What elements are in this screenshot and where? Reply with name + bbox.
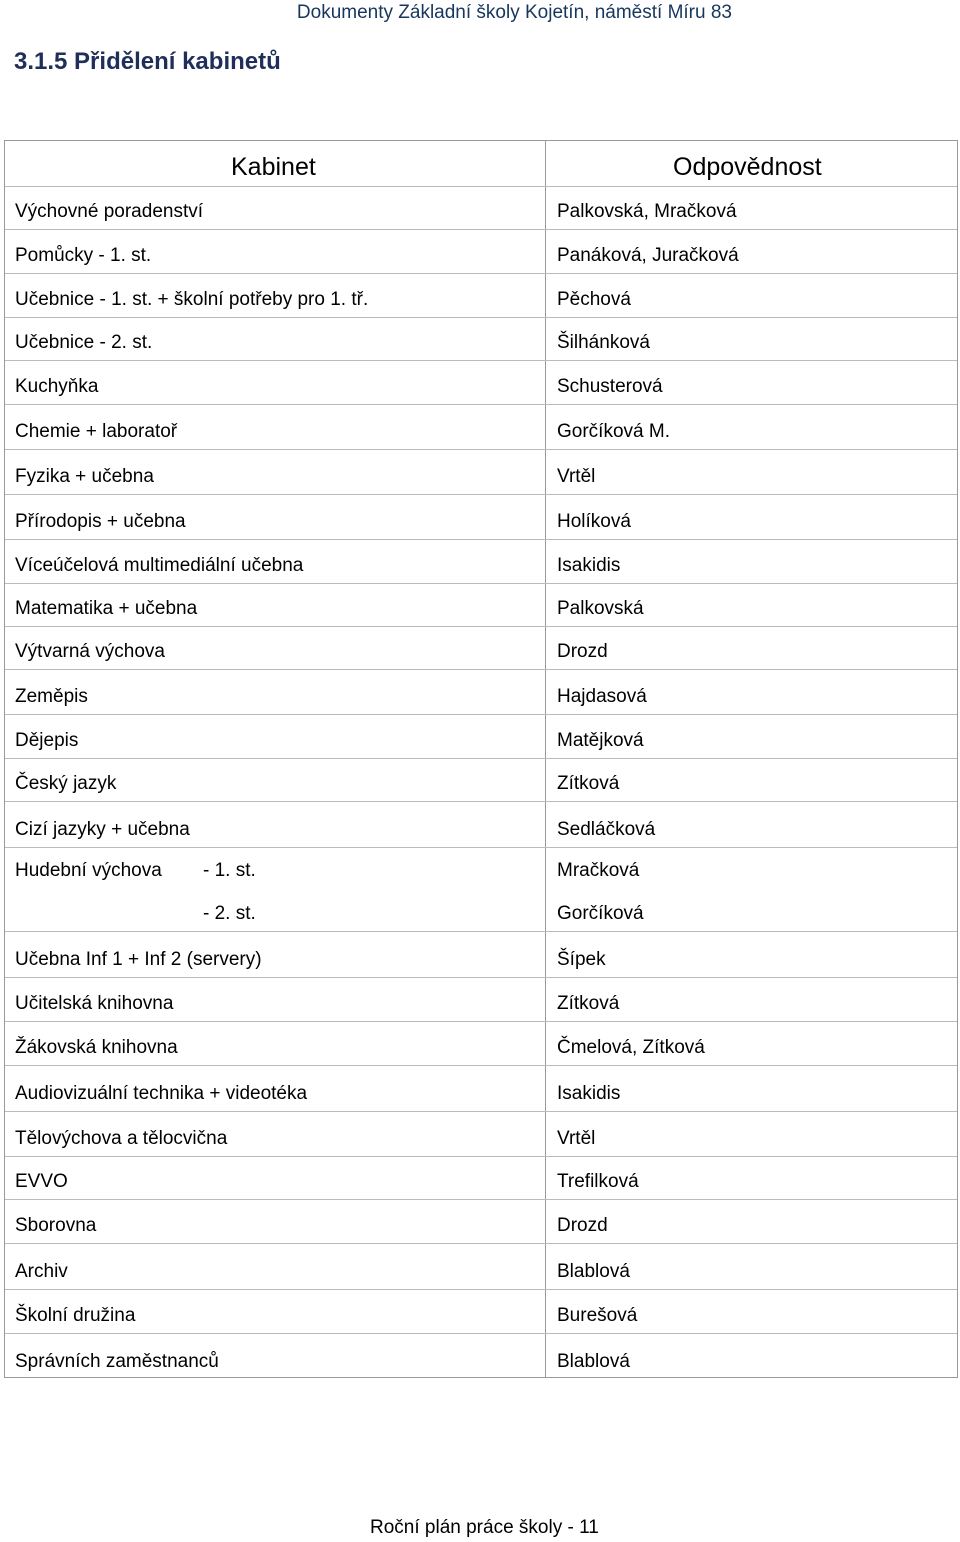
- table-row: [5, 1112, 957, 1157]
- cell-odpovednost: Trefilková: [557, 1171, 639, 1192]
- cell-odpovednost: Palkovská: [557, 598, 644, 619]
- cell-kabinet: Dějepis: [15, 730, 79, 751]
- section-title: 3.1.5 Přidělení kabinetů: [14, 48, 281, 75]
- table-row: [5, 670, 957, 715]
- cell-odpovednost: Blablová: [557, 1261, 630, 1282]
- table-row: [5, 1022, 957, 1066]
- cell-kabinet: Cizí jazyky + učebna: [15, 819, 190, 840]
- cell-odpovednost: Vrtěl: [557, 466, 596, 487]
- cell-odpovednost: Vrtěl: [557, 1128, 596, 1149]
- cell-odpovednost: Holíková: [557, 511, 631, 532]
- table-row: [5, 1200, 957, 1244]
- table-row: [5, 274, 957, 318]
- cell-kabinet: Kuchyňka: [15, 376, 99, 397]
- cell-kabinet: Učitelská knihovna: [15, 993, 174, 1014]
- cell-kabinet: Školní družina: [15, 1305, 136, 1326]
- table-row: [5, 361, 957, 405]
- cell-kabinet-level: - 1. st.: [203, 860, 256, 881]
- cell-kabinet: Přírodopis + učebna: [15, 511, 186, 532]
- cell-odpovednost: Isakidis: [557, 1083, 621, 1104]
- cell-kabinet: Hudební výchova: [15, 860, 162, 881]
- table-row: [5, 848, 957, 888]
- column-header-odpovednost: Odpovědnost: [673, 153, 822, 181]
- cell-kabinet: Výtvarná výchova: [15, 641, 165, 662]
- cabinet-table: [4, 140, 958, 1378]
- table-row: [5, 627, 957, 670]
- page-footer: Roční plán práce školy - 11: [370, 1517, 599, 1538]
- cell-kabinet: Tělovýchova a tělocvična: [15, 1128, 228, 1149]
- cell-odpovednost: Panáková, Juračková: [557, 245, 739, 266]
- cell-kabinet: Audiovizuální technika + videotéka: [15, 1083, 308, 1104]
- table-row: [5, 1290, 957, 1334]
- cell-odpovednost: Matějková: [557, 730, 644, 751]
- table-row: [5, 932, 957, 978]
- cell-kabinet: Archiv: [15, 1261, 68, 1282]
- table-row: [5, 759, 957, 802]
- cell-odpovednost: Šípek: [557, 949, 606, 970]
- cell-kabinet: Víceúčelová multimediální učebna: [15, 555, 304, 576]
- cell-odpovednost: Blablová: [557, 1351, 630, 1372]
- cell-odpovednost: Gorčíková: [557, 903, 644, 924]
- cell-odpovednost: Pěchová: [557, 289, 631, 310]
- cell-odpovednost: Čmelová, Zítková: [557, 1037, 705, 1058]
- table-row: [5, 318, 957, 361]
- cell-kabinet: Výchovné poradenství: [15, 201, 204, 222]
- document-header: Dokumenty Základní školy Kojetín, náměstí Míru 83: [296, 2, 732, 23]
- cell-odpovednost: Burešová: [557, 1305, 638, 1326]
- table-row: [5, 495, 957, 540]
- table-row: [5, 450, 957, 495]
- table-row: [5, 1157, 957, 1200]
- cell-kabinet: Český jazyk: [15, 773, 117, 794]
- cell-odpovednost: Drozd: [557, 1215, 608, 1236]
- cell-kabinet: Matematika + učebna: [15, 598, 198, 619]
- cell-kabinet: Fyzika + učebna: [15, 466, 154, 487]
- cell-kabinet: Chemie + laboratoř: [15, 421, 178, 442]
- table-row: [5, 1066, 957, 1112]
- cell-odpovednost: Šilhánková: [557, 332, 650, 353]
- cell-odpovednost: Hajdasová: [557, 686, 647, 707]
- cell-odpovednost: Gorčíková M.: [557, 421, 670, 442]
- table-row: [5, 540, 957, 584]
- cell-kabinet: Sborovna: [15, 1215, 97, 1236]
- cell-odpovednost: Schusterová: [557, 376, 663, 397]
- cell-kabinet: Žákovská knihovna: [15, 1037, 178, 1058]
- cell-odpovednost: Zítková: [557, 773, 620, 794]
- table-row: [5, 230, 957, 274]
- cell-kabinet: Učebnice - 1. st. + školní potřeby pro 1. tř.: [15, 289, 369, 310]
- cell-kabinet: Správních zaměstnanců: [15, 1351, 219, 1372]
- column-header-kabinet: Kabinet: [231, 153, 316, 181]
- cell-odpovednost: Zítková: [557, 993, 620, 1014]
- table-header-row: [5, 141, 957, 187]
- cell-odpovednost: Isakidis: [557, 555, 621, 576]
- table-row: [5, 405, 957, 450]
- cell-kabinet: Pomůcky - 1. st.: [15, 245, 152, 266]
- cell-kabinet-level: - 2. st.: [203, 903, 256, 924]
- cell-odpovednost: Mračková: [557, 860, 640, 881]
- cell-kabinet: Zeměpis: [15, 686, 88, 707]
- cell-kabinet: EVVO: [15, 1171, 68, 1192]
- table-row: [5, 802, 957, 848]
- cell-odpovednost: Drozd: [557, 641, 608, 662]
- table-row: [5, 584, 957, 627]
- table-row: [5, 715, 957, 759]
- table-row: [5, 888, 957, 932]
- table-row: [5, 978, 957, 1022]
- cell-kabinet: Učebna Inf 1 + Inf 2 (servery): [15, 949, 262, 970]
- table-row: [5, 1244, 957, 1290]
- cell-kabinet: Učebnice - 2. st.: [15, 332, 153, 353]
- table-row: [5, 187, 957, 230]
- cell-odpovednost: Sedláčková: [557, 819, 656, 840]
- table-row: [5, 1334, 957, 1379]
- cell-odpovednost: Palkovská, Mračková: [557, 201, 737, 222]
